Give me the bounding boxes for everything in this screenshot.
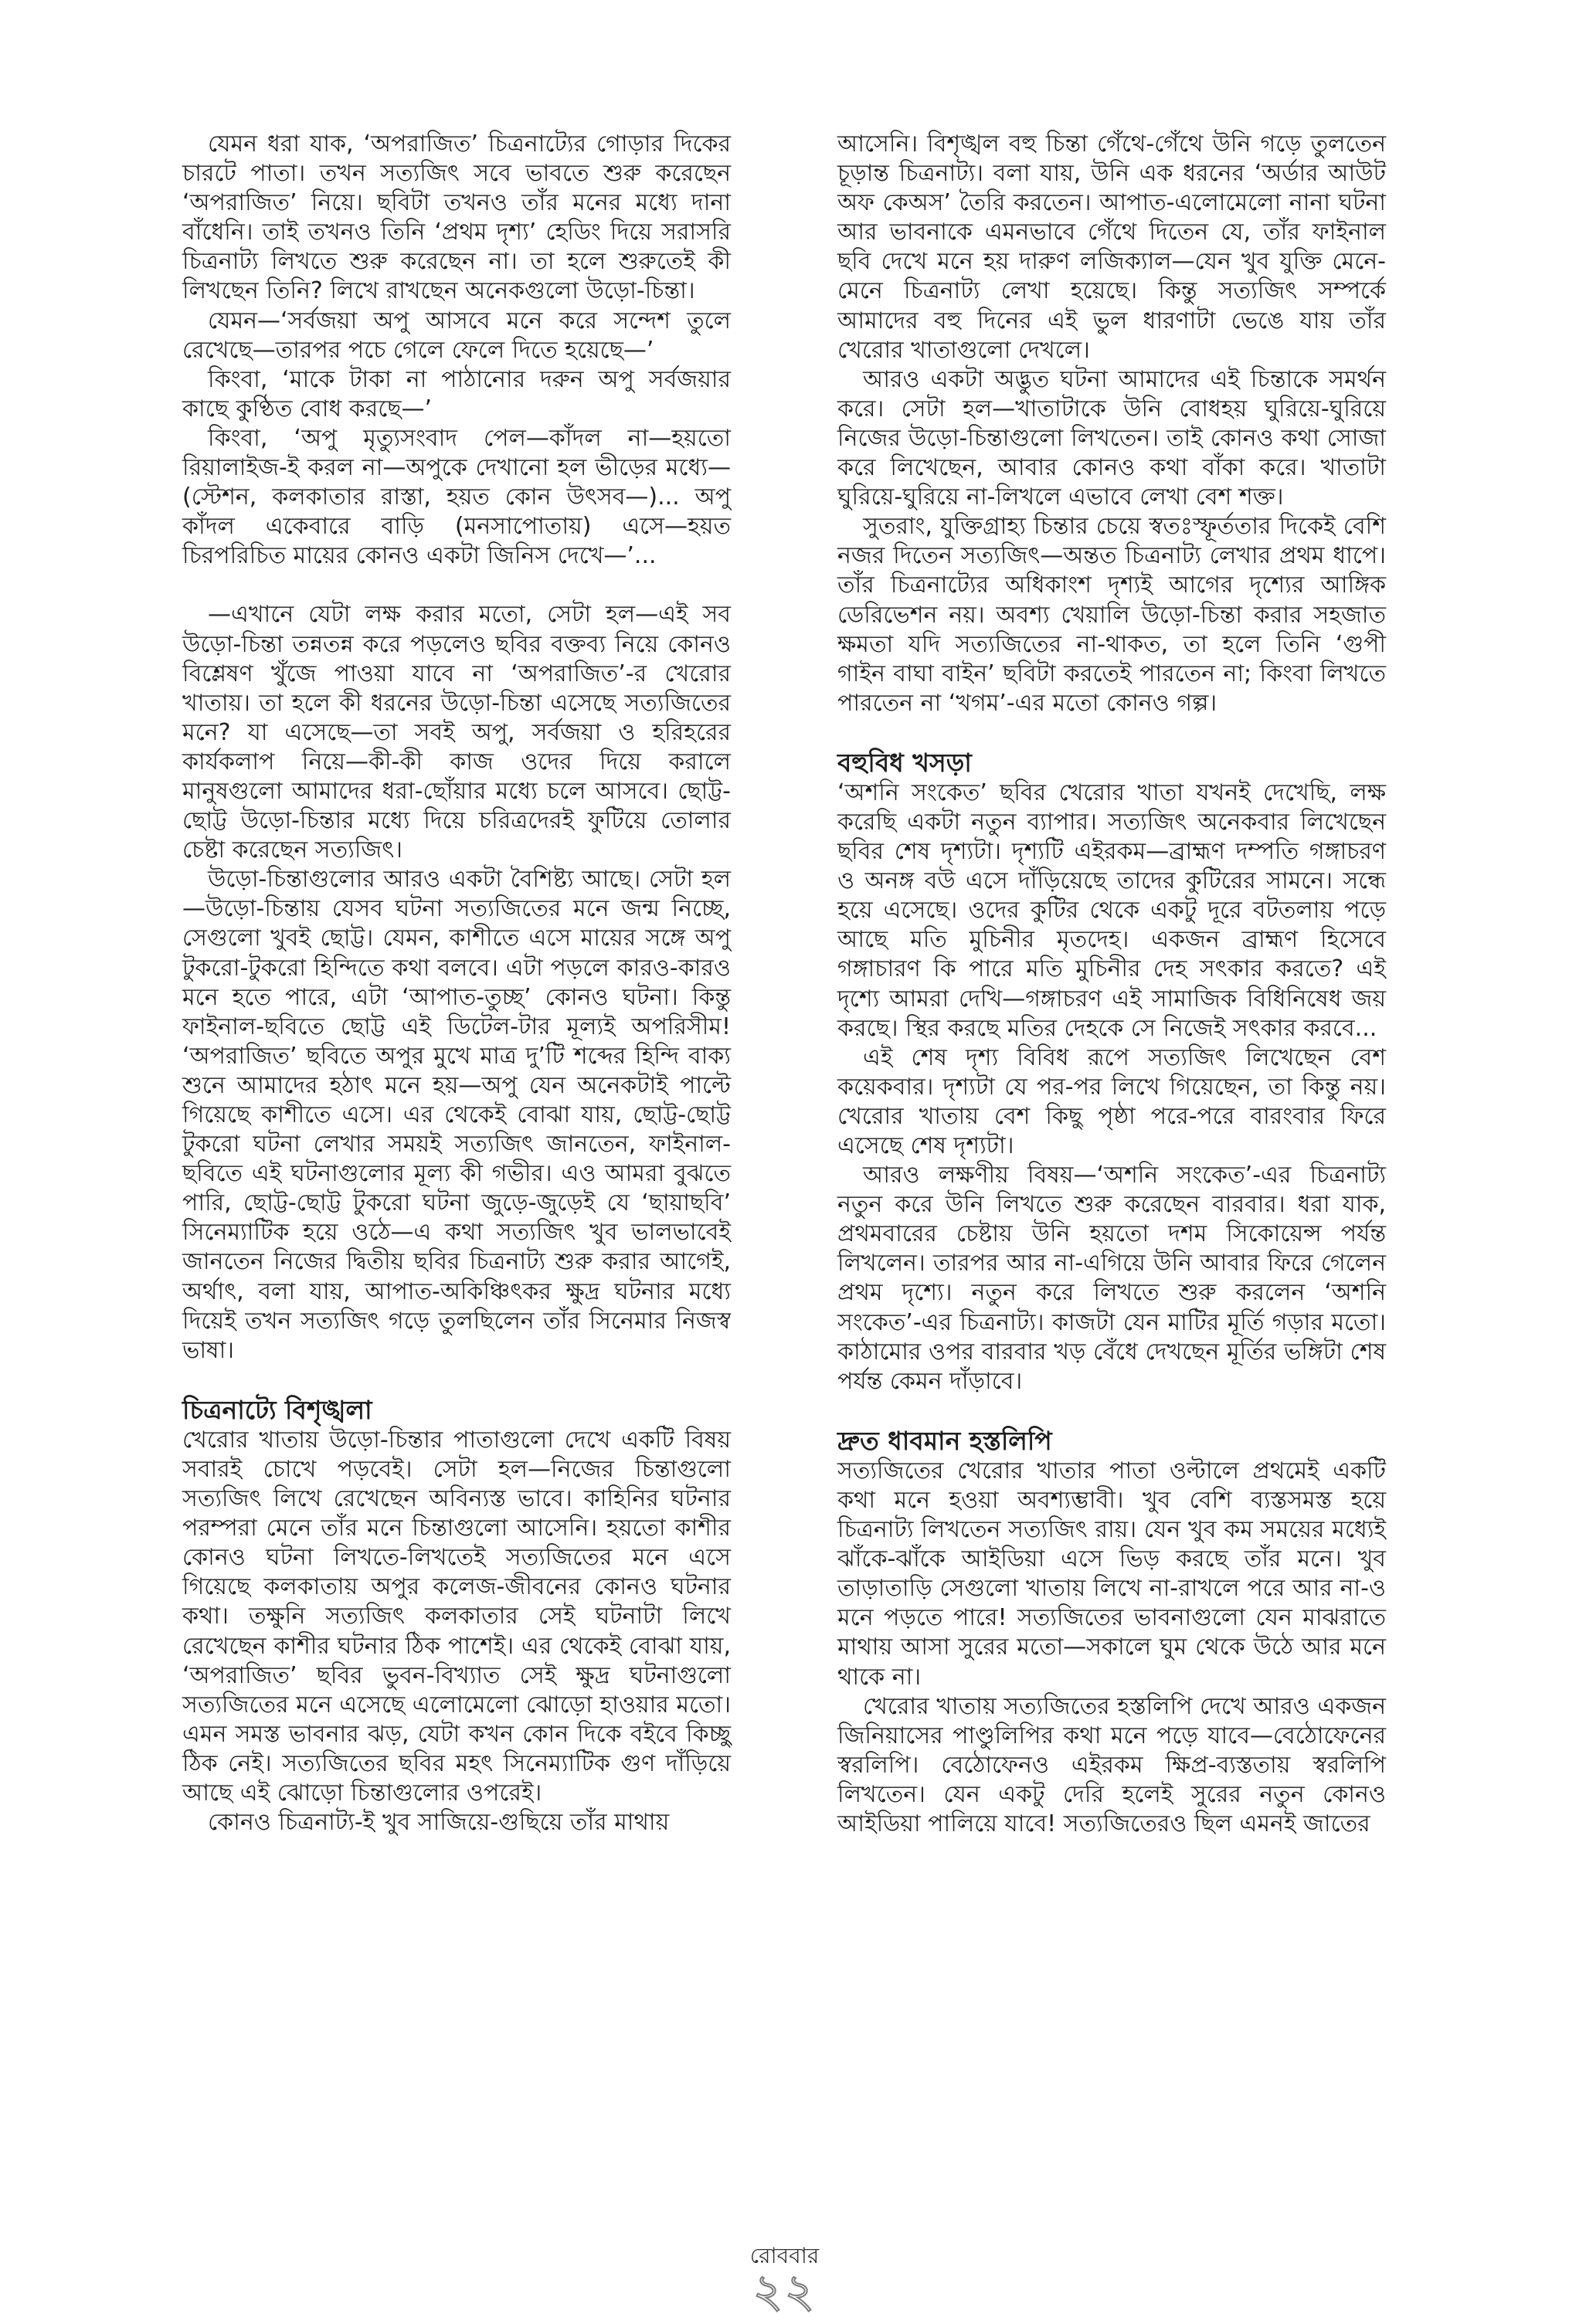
page-number: ২২ bbox=[752, 2265, 817, 2319]
paragraph: আরও একটা অদ্ভুত ঘটনা আমাদের এই চিন্তাকে সমর্থন করে। সেটা হল—খাতাটাকে উনি বোধহয় ঘুরিয়ে-ঘুরিয়ে নিজের উড়ো-চিন্তাগুলো লিখতেন। তাই কোনও কথা সোজা করে লিখেছেন, আবার কোনও কথা বাঁকা করে। খাতাটা ঘুরিয়ে-ঘুরিয়ে না-লিখলে এভাবে লেখা বেশ শক্ত। bbox=[837, 365, 1386, 511]
paragraph: খেরোর খাতায় উড়ো-চিন্তার পাতাগুলো দেখে একটি বিষয় সবারই চোখে পড়বেই। সেটা হল—নিজের চিন্তাগুলো সত্যজিৎ লিখে রেখেছেন অবিন্যস্ত ভাবে। কাহিনির ঘটনার পরম্পরা মেনে তাঁর মনে চিন্তাগুলো আসেনি। হয়তো কাশীর কোনও ঘটনা লিখতে-লিখতেই সত্যজিতের মনে এসে গিয়েছে কলকাতায় অপুর কলেজ-জীবনের কোনও ঘটনার কথা। তক্ষুনি সত্যজিৎ কলকাতার সেই ঘটনাটা লিখে রেখেছেন কাশীর ঘটনার ঠিক পাশেই। এর থেকেই বোঝা যায়, ‘অপরাজিত’ ছবির ভুবন-বিখ্যাত সেই ক্ষুদ্র ঘটনাগুলো সত্যজিতের মনে এসেছে এলোমেলো ঝোড়ো হাওয়ার মতো। এমন সমস্ত ভাবনার ঝড়, যেটা কখন কোন দিকে বইবে কিচ্ছু ঠিক নেই। সত্যজিতের ছবির মহৎ সিনেম্যাটিক গুণ দাঁড়িয়ে আছে এই ঝোড়ো চিন্তাগুলোর ওপরেই। bbox=[182, 1426, 731, 1807]
paragraph: আসেনি। বিশৃঙ্খল বহু চিন্তা গেঁথে-গেঁথে উনি গড়ে তুলতেন চূড়ান্ত চিত্রনাট্য। বলা যায়, উনি এক ধরনের ‘অর্ডার আউট অফ কেঅস’ তৈরি করতেন। আপাত-এলোমেলো নানা ঘটনা আর ভাবনাকে এমনভাবে গেঁথে দিতেন যে, তাঁর ফাইনাল ছবি দেখে মনে হয় দারুণ লজিক্যাল—যেন খুব যুক্তি মেনে-মেনে চিত্রনাট্য লেখা হয়েছে। কিন্তু সত্যজিৎ সম্পর্কে আমাদের বহু দিনের এই ভুল ধারণাটা ভেঙে যায় তাঁর খেরোর খাতাগুলো দেখলে। bbox=[837, 131, 1386, 364]
spacer bbox=[837, 718, 1386, 748]
right-column bbox=[837, 130, 1386, 1839]
spacer bbox=[182, 571, 731, 600]
paragraph: উড়ো-চিন্তাগুলোর আরও একটা বৈশিষ্ট্য আছে। সেটা হল—উড়ো-চিন্তায় যেসব ঘটনা সত্যজিতের মনে জন্ম নিচ্ছে, সেগুলো খুবই ছোট্ট। যেমন, কাশীতে এসে মায়ের সঙ্গে অপু টুকরো-টুকরো হিন্দিতে কথা বলবে। এটা পড়লে কারও-কারও মনে হতে পারে, এটা ‘আপাত-তুচ্ছ’ কোনও ঘটনা। কিন্তু ফাইনাল-ছবিতে ছোট্ট এই ডিটেল-টার মূল্যই অপরিসীম! ‘অপরাজিত’ ছবিতে অপুর মুখে মাত্র দু’টি শব্দের হিন্দি বাক্য শুনে আমাদের হঠাৎ মনে হয়—অপু যেন অনেকটাই পাল্টে গিয়েছে কাশীতে এসে। এর থেকেই বোঝা যায়, ছোট্ট-ছোট্ট টুকরো ঘটনা লেখার সময়ই সত্যজিৎ জানতেন, ফাইনাল-ছবিতে এই ঘটনাগুলোর মূল্য কী গভীর। এও আমরা বুঝতে পারি, ছোট্ট-ছোট্ট টুকরো ঘটনা জুড়ে-জুড়েই যে ‘ছায়াছবি’ সিনেম্যাটিক হয়ে ওঠে—এ কথা সত্যজিৎ খুব ভালভাবেই জানতেন নিজের দ্বিতীয় ছবির চিত্রনাট্য শুরু করার আগেই, অর্থাৎ, বলা যায়, আপাত-অকিঞ্চিৎকর ক্ষুদ্র ঘটনার মধ্যে দিয়েই তখন সত্যজিৎ গড়ে তুলছিলেন তাঁর সিনেমার নিজস্ব ভাষা। bbox=[182, 866, 731, 1364]
section-heading: বহুবিধ খসড়া bbox=[837, 747, 972, 778]
paragraph: যেমন ধরা যাক, ‘অপরাজিত’ চিত্রনাট্যের গোড়ার দিকের চারটে পাতা। তখন সত্যজিৎ সবে ভাবতে শুরু করেছেন ‘অপরাজিত’ নিয়ে। ছবিটা তখনও তাঁর মনের মধ্যে দানা বাঁধেনি। তাই তখনও তিনি ‘প্রথম দৃশ্য’ হেডিং দিয়ে সরাসরি চিত্রনাট্য লিখতে শুরু করেছেন না। তা হলে শুরুতেই কী লিখছেন তিনি? লিখে রাখছেন অনেকগুলো উড়ো-চিন্তা। bbox=[182, 131, 731, 305]
paragraph: ‘অশনি সংকেত’ ছবির খেরোর খাতা যখনই দেখেছি, লক্ষ করেছি একটা নতুন ব্যাপার। সত্যজিৎ অনেকবার লিখেছেন ছবির শেষ দৃশ্যটা। দৃশ্যটি এইরকম—ব্রাহ্মণ দম্পতি গঙ্গাচরণ ও অনঙ্গ বউ এসে দাঁড়িয়েছে তাদের কুটিরের সামনে। সন্ধে হয়ে এসেছে। ওদের কুটির থেকে একটু দূরে বটতলায় পড়ে আছে মতি মুচিনীর মৃতদেহ। একজন ব্রাহ্মণ হিসেবে গঙ্গাচারণ কি পারে মতি মুচিনীর দেহ সৎকার করতে? এই দৃশ্যে আমরা দেখি—গঙ্গাচরণ এই সামাজিক বিধিনিষেধ জয় করছে। স্থির করছে মতির দেহকে সে নিজেই সৎকার করবে... bbox=[837, 779, 1386, 1042]
section-heading: দ্রুত ধাবমান হস্তলিপি bbox=[837, 1425, 1052, 1456]
paragraph: কিংবা, ‘মাকে টাকা না পাঠানোর দরুন অপু সর্বজয়ার কাছে কুণ্ঠিত বোধ করছে—’ bbox=[182, 365, 731, 422]
paragraph: যেমন—‘সর্বজয়া অপু আসবে মনে করে সন্দেশ তুলে রেখেছে—তারপর পচে গেলে ফেলে দিতে হয়েছে—’ bbox=[182, 307, 731, 364]
magazine-name: রোববার bbox=[749, 2243, 820, 2268]
section-heading: চিত্রনাট্যে বিশৃঙ্খলা bbox=[182, 1394, 372, 1425]
paragraph: কিংবা, ‘অপু মৃত্যুসংবাদ পেল—কাঁদল না—হয়তো রিয়ালাইজ-ই করল না—অপুকে দেখানো হল ভীড়ের মধ্যে—(স্টেশন, কলকাতার রাস্তা, হয়ত কোন উৎসব—)... অপু কাঁদল একেবারে বাড়ি (মনসাপোতায়) এসে—হয়ত চিরপরিচিত মায়ের কোনও একটা জিনিস দেখে—’... bbox=[182, 424, 731, 570]
paragraph: সত্যজিতের খেরোর খাতার পাতা ওল্টালে প্রথমেই একটি কথা মনে হওয়া অবশ্যম্ভাবী। খুব বেশি ব্যস্তসমস্ত হয়ে চিত্রনাট্য লিখতেন সত্যজিৎ রায়। যেন খুব কম সময়ের মধ্যেই ঝাঁকে-ঝাঁকে আইডিয়া এসে ভিড় করছে তাঁর মনে। খুব তাড়াতাড়ি সেগুলো খাতায় লিখে না-রাখলে পরে আর না-ও মনে পড়তে পারে! সত্যজিতের ভাবনাগুলো যেন মাঝরাতে মাথায় আসা সুরের মতো—সকালে ঘুম থেকে উঠে আর মনে থাকে না। bbox=[837, 1457, 1386, 1691]
spacer bbox=[182, 1366, 731, 1395]
paragraph: —এখানে যেটা লক্ষ করার মতো, সেটা হল—এই সব উড়ো-চিন্তা তন্নতন্ন করে পড়লেও ছবির বক্তব্য নিয়ে কোনও বিশ্লেষণ খুঁজে পাওয়া যাবে না ‘অপরাজিত’-র খেরোর খাতায়। তা হলে কী ধরনের উড়ো-চিন্তা এসেছে সত্যজিতের মনে? যা এসেছে—তা সবই অপু, সর্বজয়া ও হরিহরের কার্যকলাপ নিয়ে—কী-কী কাজ ওদের দিয়ে করালে মানুষগুলো আমাদের ধরা-ছোঁয়ার মধ্যে চলে আসবে। ছোট্ট-ছোট্ট উড়ো-চিন্তার মধ্যে দিয়ে চরিত্রদেরই ফুটিয়ে তোলার চেষ্টা করেছেন সত্যজিৎ। bbox=[182, 601, 731, 864]
paragraph: এই শেষ দৃশ্য বিবিধ রূপে সত্যজিৎ লিখেছেন বেশ কয়েকবার। দৃশ্যটা যে পর-পর লিখে গিয়েছেন, তা কিন্তু নয়। খেরোর খাতায় বেশ কিছু পৃষ্ঠা পরে-পরে বারংবার ফিরে এসেছে শেষ দৃশ্যটা। bbox=[837, 1043, 1386, 1159]
paragraph: আরও লক্ষণীয় বিষয়—‘অশনি সংকেত’-এর চিত্রনাট্য নতুন করে উনি লিখতে শুরু করেছেন বারবার। ধরা যাক, প্রথমবারের চেষ্টায় উনি হয়তো দশম সিকোয়েন্স পর্যন্ত লিখলেন। তারপর আর না-এগিয়ে উনি আবার ফিরে গেলেন প্রথম দৃশ্যে। নতুন করে লিখতে শুরু করলেন ‘অশনি সংকেত’-এর চিত্রনাট্য। কাজটা যেন মাটির মূর্তি গড়ার মতো। কাঠামোর ওপর বারবার খড় বেঁধে দেখছেন মূর্তির ভঙ্গিটা শেষ পর্যন্ত কেমন দাঁড়াবে। bbox=[837, 1162, 1386, 1395]
paragraph: কোনও চিত্রনাট্য-ই খুব সাজিয়ে-গুছিয়ে তাঁর মাথায় bbox=[208, 1809, 670, 1837]
left-column bbox=[182, 130, 731, 1837]
paragraph: খেরোর খাতায় সত্যজিতের হস্তলিপি দেখে আরও একজন জিনিয়াসের পাণ্ডুলিপির কথা মনে পড়ে যাবে—বেঠোফেনের স্বরলিপি। বেঠোফেনও এইরকম ক্ষিপ্র-ব্যস্ততায় স্বরলিপি লিখতেন। যেন একটু দেরি হলেই সুরের নতুন কোনও আইডিয়া পালিয়ে যাবে! সত্যজিতেরও ছিল এমনই জাতের bbox=[837, 1692, 1386, 1837]
spacer bbox=[837, 1396, 1386, 1426]
paragraph: সুতরাং, যুক্তিগ্রাহ্য চিন্তার চেয়ে স্বতঃস্ফূর্ততার দিকেই বেশি নজর দিতেন সত্যজিৎ—অন্তত চিত্রনাট্য লেখার প্রথম ধাপে। তাঁর চিত্রনাট্যের অধিকাংশ দৃশ্যই আগের দৃশ্যের আঙ্গিক ডেরিভেশন নয়। অবশ্য খেয়ালি উড়ো-চিন্তা করার সহজাত ক্ষমতা যদি সত্যজিতের না-থাকত, তা হলে তিনি ‘গুপী গাইন বাঘা বাইন’ ছবিটা করতেই পারতেন না; কিংবা লিখতে পারতেন না ‘খগম’-এর মতো কোনও গল্প। bbox=[837, 513, 1386, 717]
